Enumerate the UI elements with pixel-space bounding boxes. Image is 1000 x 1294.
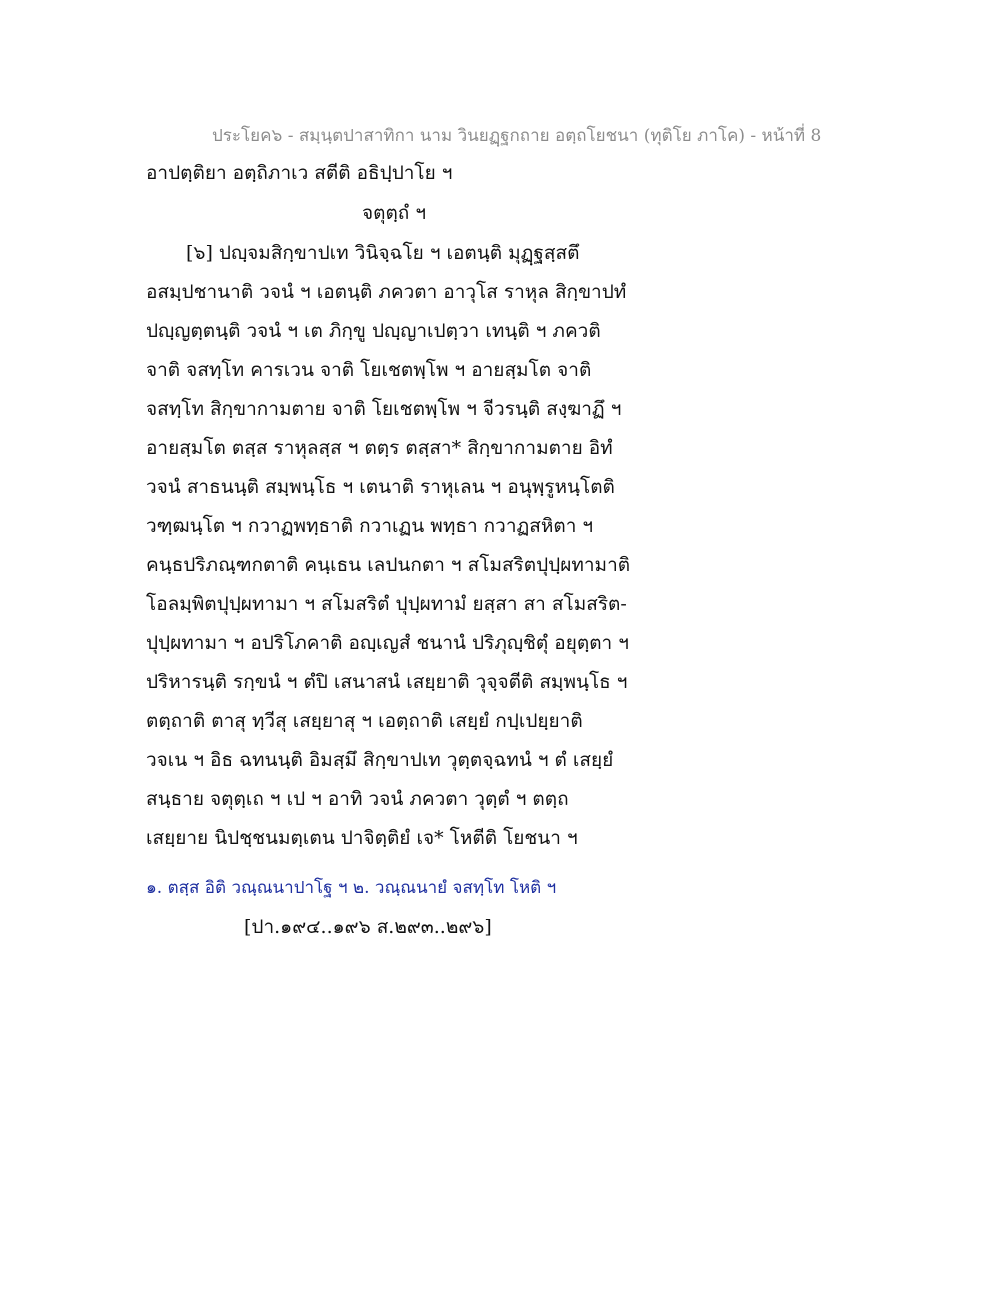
- paragraph-line: จาติ จสทฺโท คารเวน จาติ โยเชตพฺโพ ฯ อายสฺมโต จาติ: [146, 359, 592, 381]
- running-header: ประโยค๖ - สมฺนฺตปาสาทิกา นาม วินยฏฺฐกถาย อตฺถโยชนา (ทุติโย ภาโค) - หน้าที่ 8: [212, 126, 822, 146]
- section-title: จตุตฺถํ ฯ: [362, 202, 427, 224]
- paragraph-line: วจนํ สาธนนฺติ สมฺพนฺโธ ฯ เตนาติ ราหุเลน ฯ อนุพฺรูหนฺโตติ: [146, 476, 615, 498]
- paragraph-line: สนฺธาย จตุตฺเถ ฯ เป ฯ อาทิ วจนํ ภควตา วุตฺตํ ฯ ตตฺถ: [146, 788, 569, 810]
- paragraph-line: ปญฺญตฺตนฺติ วจนํ ฯ เต ภิกฺขู ปญฺญาเปตฺวา เทนฺติ ฯ ภควติ: [146, 320, 601, 342]
- paragraph-line: โอลมฺพิตปุปฺผทามา ฯ สโมสริตํ ปุปฺผทามํ ยสฺสา สา สโมสริต-: [146, 593, 627, 615]
- paragraph-line: อสมฺปชานาติ วจนํ ฯ เอตนฺติ ภควตา อาวุโส ราหุล สิกฺขาปทํ: [146, 281, 627, 303]
- paragraph-line: ปุปฺผทามา ฯ อปริโภคาติ อญฺเญสํ ชนานํ ปริภุญฺชิตุํ อยุตฺตา ฯ: [146, 632, 629, 654]
- paragraph-line: วฑฺฒนฺโต ฯ กวาฏพทฺธาติ กวาเฏน พทฺธา กวาฏสหิตา ฯ: [146, 515, 594, 537]
- paragraph-line: [๖] ปญฺจมสิกฺขาปเท วินิจฺฉโย ฯ เอตนฺติ มุฏฺฐสฺสตึ: [186, 242, 580, 264]
- page-reference: [ปา.๑๙๔..๑๙๖ ส.๒๙๓..๒๙๖]: [244, 916, 492, 938]
- paragraph-line: ปริหารนฺติ รกฺขนํ ฯ ตํปิ เสนาสนํ เสยฺยาติ วุจฺจตีติ สมฺพนฺโธ ฯ: [146, 671, 628, 693]
- paragraph-line: ตตฺถาติ ตาสุ ทฺวีสุ เสยฺยาสุ ฯ เอตฺถาติ เสยฺยํ กปฺเปยฺยาติ: [146, 710, 583, 732]
- paragraph-line: อายสฺมโต ตสฺส ราหุลสฺส ฯ ตตฺร ตสฺสา* สิกฺขากามตาย อิทํ: [146, 437, 613, 459]
- paragraph-line: วจเน ฯ อิธ ฉทนนฺติ อิมสฺมึ สิกฺขาปเท วุตฺตจฺฉทนํ ฯ ตํ เสยฺยํ: [146, 749, 614, 771]
- paragraph-line: คนฺธปริภณฺฑกตาติ คนฺเธน เลปนกตา ฯ สโมสริตปุปฺผทามาติ: [146, 554, 631, 576]
- footnote: ๑. ตสฺส อิติ วณฺณนาปาโฐ ฯ ๒. วณฺณนายํ จสทฺโท โหติ ฯ: [146, 878, 557, 898]
- paragraph-line: เสยฺยาย นิปชฺชนมตฺเตน ปาจิตฺติยํ เจ* โหตีติ โยชนา ฯ: [146, 827, 578, 849]
- first-line: อาปตฺติยา อตฺถิภาเว สตีติ อธิปฺปาโย ฯ: [146, 162, 453, 184]
- paragraph-line: จสทฺโท สิกฺขากามตาย จาติ โยเชตพฺโพ ฯ จีวรนฺติ สงฺฆาฏึ ฯ: [146, 398, 622, 420]
